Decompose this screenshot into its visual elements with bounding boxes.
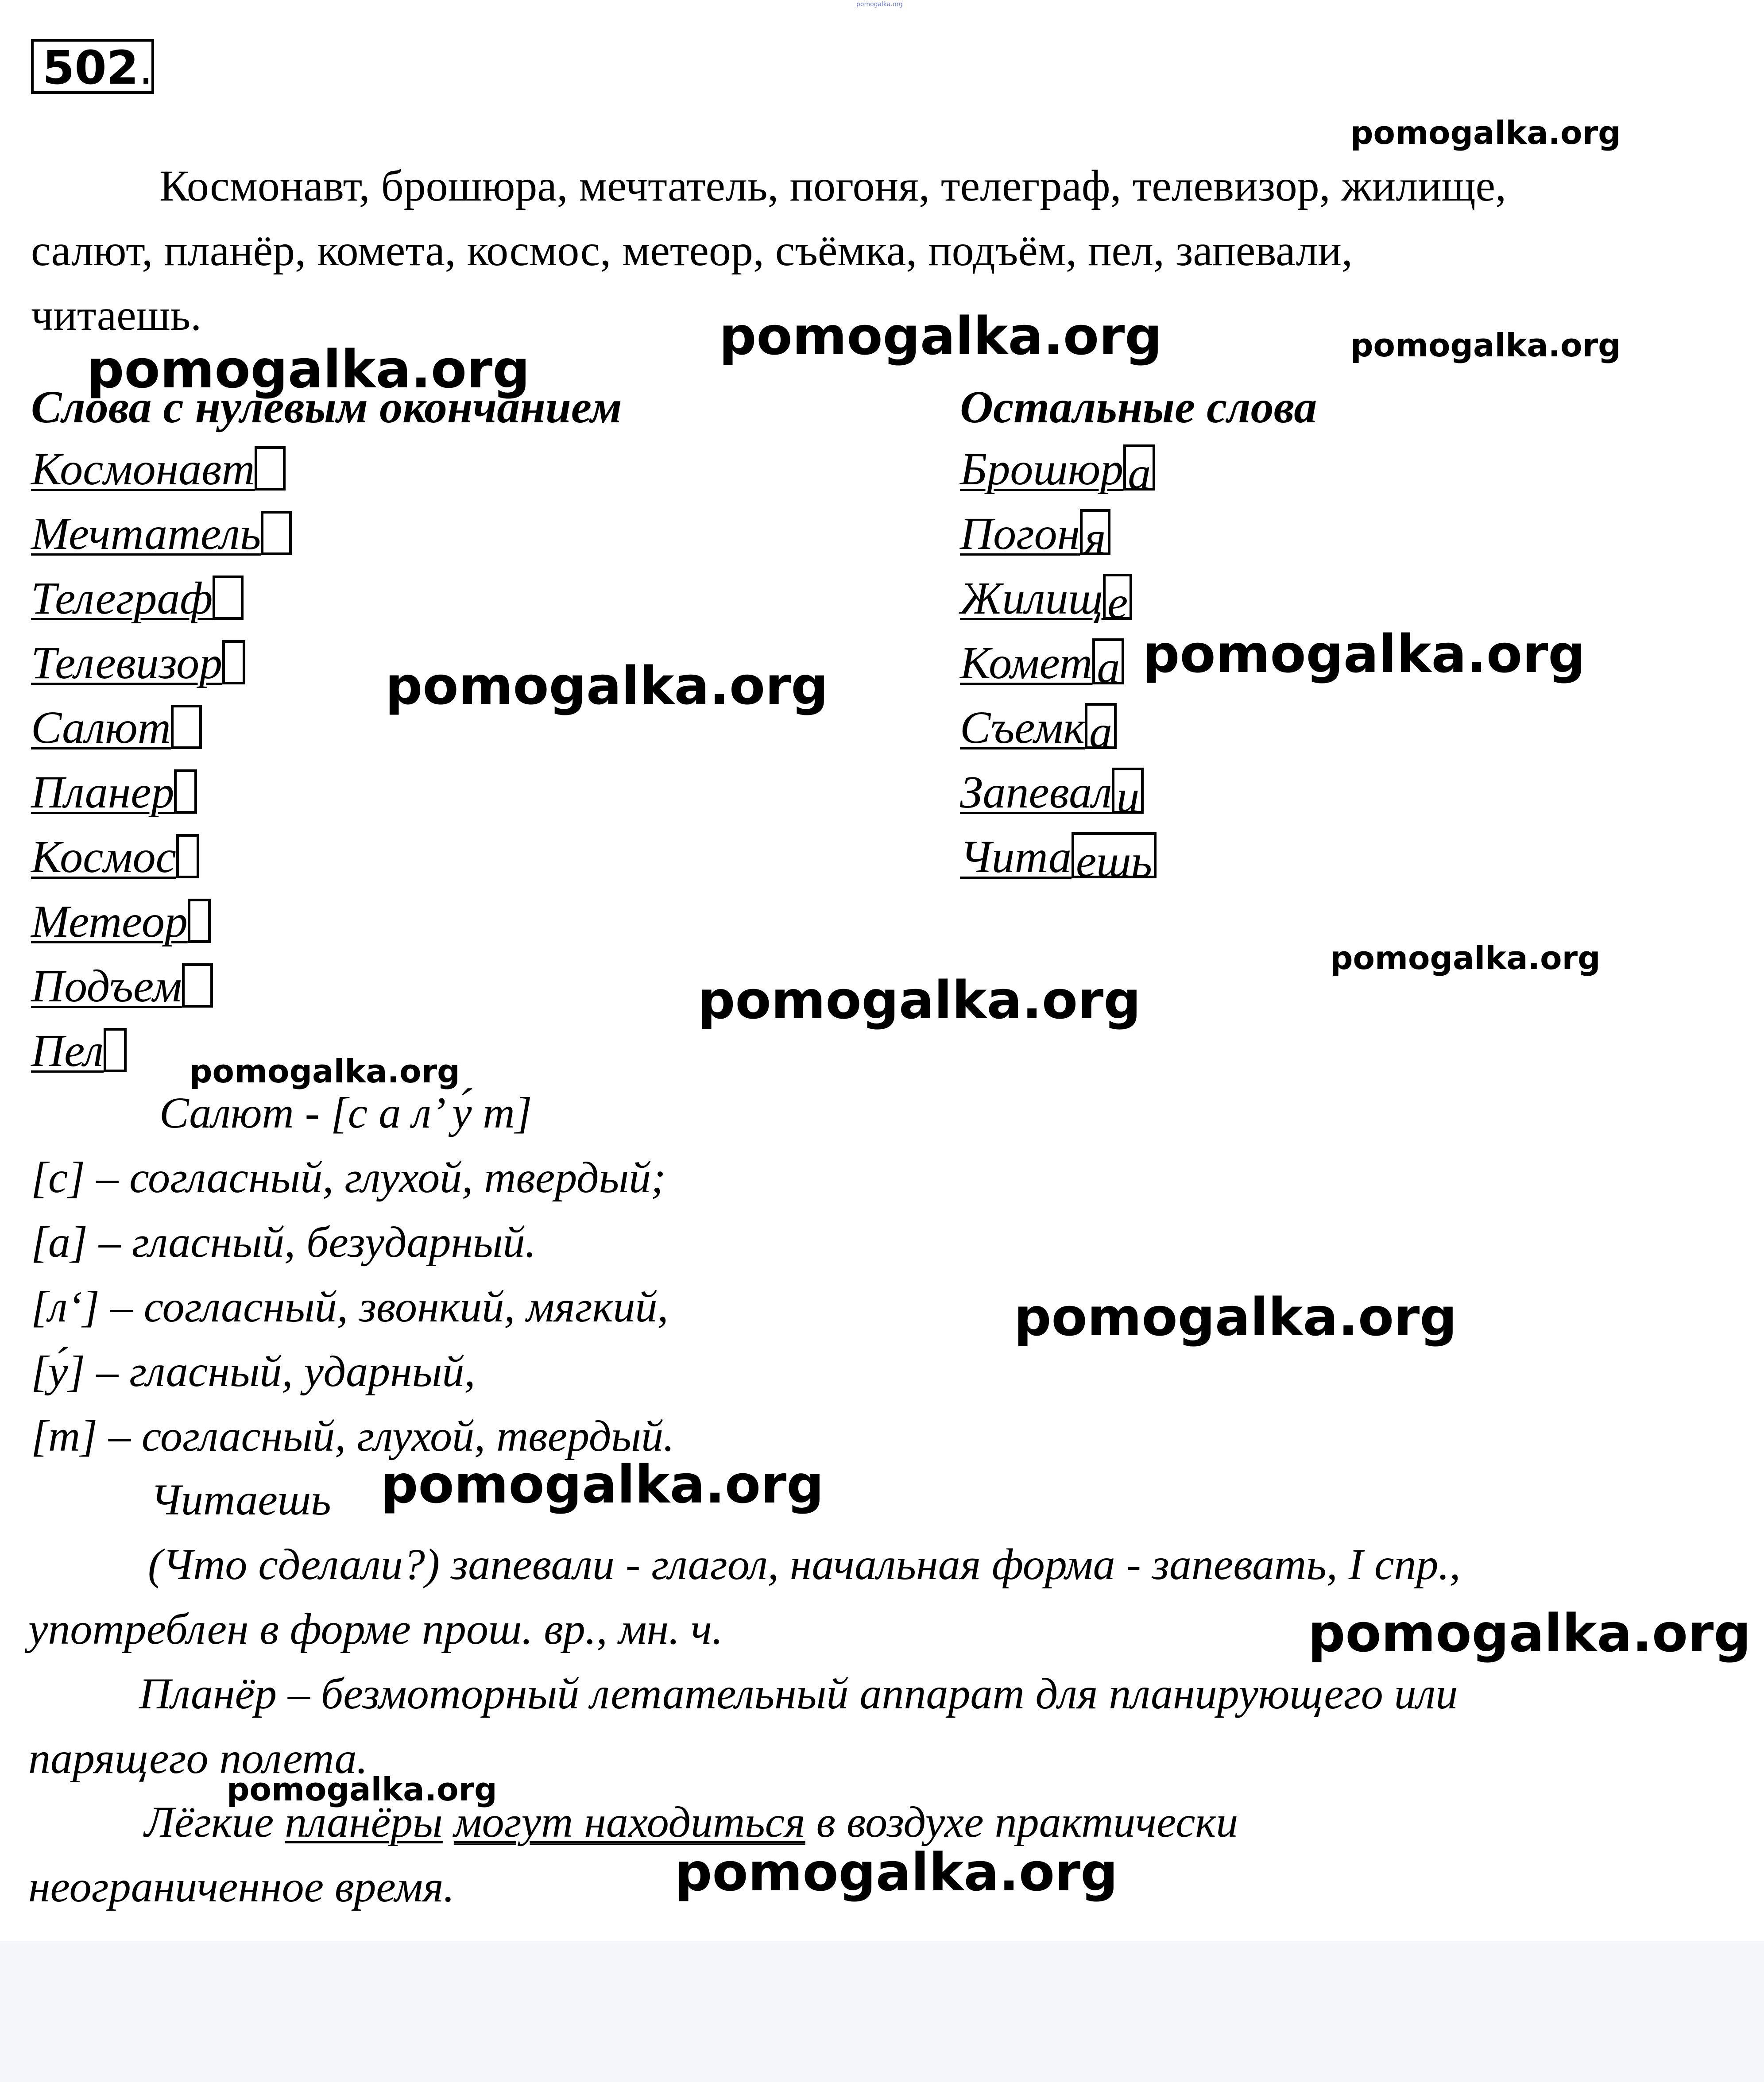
zero-ending-box — [104, 1028, 127, 1072]
morph-line-2: употреблен в форме прош. вр., мн. ч. — [28, 1604, 723, 1653]
definition-line-2: парящего полета. — [28, 1734, 368, 1783]
sentence-line-2: неограниченное время. — [28, 1862, 455, 1911]
watermark: pomogalka.org — [1350, 327, 1621, 364]
zero-ending-word: Телеграф — [31, 572, 244, 625]
phonetic-line: [л‘] – согласный, звонкий, мягкий, — [31, 1282, 669, 1331]
watermark: pomogalka.org — [385, 655, 828, 716]
zero-ending-box — [182, 963, 213, 1008]
watermark: pomogalka.org — [698, 970, 1141, 1031]
ending-word — [960, 443, 1155, 499]
watermark: pomogalka.org — [381, 1454, 824, 1515]
phonetic-title: Салют - [с а л’ у́ т] — [159, 1088, 532, 1137]
word-ending: я — [1080, 509, 1110, 555]
zero-ending-word: Салют — [31, 701, 202, 754]
zero-ending-box — [261, 511, 292, 555]
phonetic-line: [т] – согласный, глухой, твердый. — [31, 1411, 675, 1460]
zero-ending-word: Мечтатель — [31, 507, 292, 560]
watermark: pomogalka.org — [227, 1771, 497, 1808]
zero-ending-box — [171, 705, 202, 749]
sentence-line-1: Лёгкие планёры могут находиться в воздухе практически — [144, 1797, 1238, 1846]
zero-ending-word: Подъем — [31, 960, 213, 1012]
left-column-heading: Слова с нулевым окончанием — [31, 382, 622, 433]
zero-ending-box — [174, 769, 197, 814]
top-site-tag: pomogalka.org — [856, 1, 903, 8]
zero-ending-box — [213, 576, 244, 620]
word-ending: а — [1092, 638, 1124, 684]
watermark: pomogalka.org — [1330, 939, 1601, 977]
word-stem: Запевал — [960, 767, 1112, 818]
watermark: pomogalka.org — [190, 1053, 460, 1090]
watermark: pomogalka.org — [1350, 114, 1621, 151]
morph-line-1: (Что сделали?) запевали - глагол, начальная форма - запевать, I спр., — [148, 1540, 1461, 1589]
text-line-2: салют, планёр, комета, космос, метеор, съёмка, подъём, пел, запевали, — [31, 226, 1353, 275]
zero-ending-word: Планер — [31, 766, 197, 819]
word-stem: Жилищ — [960, 573, 1103, 624]
phonetic-line: [а] – гласный, безударный. — [31, 1217, 536, 1267]
ending-word — [960, 766, 1144, 822]
exercise-number: 502. — [43, 41, 154, 95]
phonetic-line: [у́] – гласный, ударный, — [31, 1347, 476, 1396]
word-ending: а — [1085, 703, 1117, 749]
word-stem: Комет — [960, 637, 1093, 688]
definition-line-1: Планёр – безмоторный летательный аппарат для планирующего или — [139, 1669, 1458, 1718]
ending-word — [960, 830, 1157, 887]
morph-title: Читаешь — [151, 1475, 331, 1524]
zero-ending-box — [222, 640, 245, 684]
zero-ending-box — [255, 446, 286, 491]
ending-word — [960, 507, 1110, 564]
zero-ending-word: Космонавт — [31, 443, 286, 495]
zero-ending-box — [188, 899, 211, 943]
word-stem: Брошюр — [960, 444, 1124, 494]
word-stem: Съемк — [960, 702, 1085, 753]
zero-ending-box — [176, 834, 199, 878]
text-line-1: Космонавт, брошюра, мечтатель, погоня, телеграф, телевизор, жилище, — [159, 161, 1506, 210]
watermark: pomogalka.org — [1014, 1286, 1457, 1348]
ending-word — [960, 701, 1117, 757]
word-ending: и — [1112, 768, 1144, 814]
word-stem: Погон — [960, 508, 1080, 559]
ending-word — [960, 637, 1124, 693]
watermark: pomogalka.org — [675, 1842, 1118, 1903]
word-ending: ешь — [1072, 832, 1157, 878]
zero-ending-word: Пел — [31, 1024, 127, 1077]
zero-ending-word: Метеор — [31, 895, 211, 948]
word-stem: Чита — [960, 831, 1072, 882]
zero-ending-word: Космос — [31, 830, 199, 883]
right-column-heading: Остальные слова — [960, 382, 1317, 433]
word-ending: а — [1123, 444, 1155, 491]
sentence-predicate: могут находиться — [453, 1797, 805, 1846]
watermark: pomogalka.org — [87, 339, 530, 400]
phonetic-line: [с] – согласный, глухой, твердый; — [31, 1153, 666, 1202]
text-line-3: читаешь. — [31, 290, 202, 340]
watermark: pomogalka.org — [1142, 623, 1586, 684]
page-bottom-area — [0, 1941, 1764, 2082]
sentence-subject: планёры — [285, 1797, 443, 1846]
watermark: pomogalka.org — [719, 305, 1162, 367]
ending-word — [960, 572, 1132, 628]
watermark: pomogalka.org — [1308, 1603, 1751, 1664]
word-ending: е — [1103, 574, 1132, 620]
zero-ending-word: Телевизор — [31, 637, 245, 689]
